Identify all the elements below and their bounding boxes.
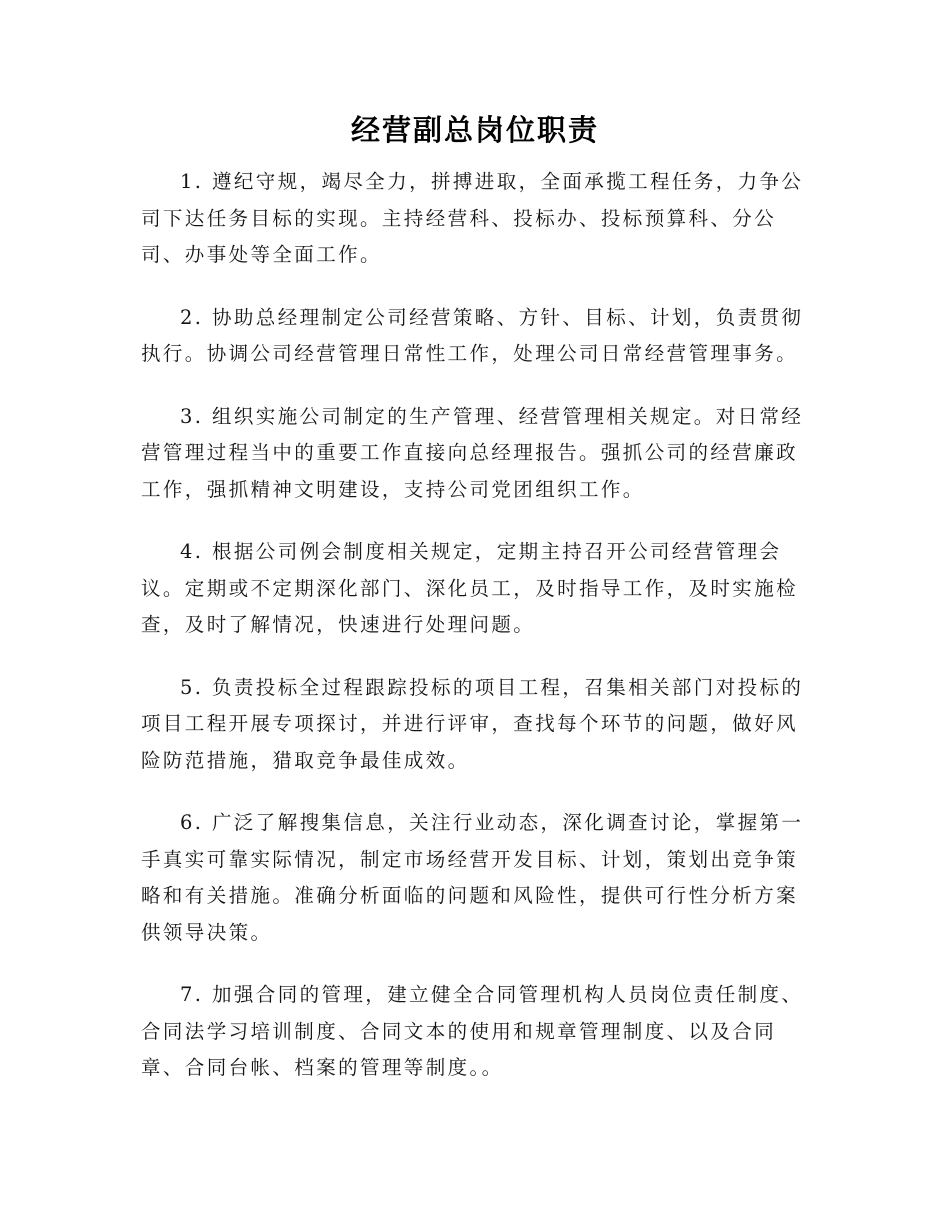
page-title: 经营副总岗位职责 — [350, 113, 599, 147]
paragraph-6: 6. 广泛了解搜集信息，关注行业动态，深化调查讨论，掌握第一手真实可靠实际情况，制定市场经营开发目标、计划，策划出竞争策略和有关措施。准确分析面临的问题和风险性，提供可行性分析方案供领导决策。 — [141, 811, 804, 944]
document-body — [141, 164, 806, 1113]
paragraph-3: 3. 组织实施公司制定的生产管理、经营管理相关规定。对日常经营管理过程当中的重要工作直接向总经理报告。强抓公司的经营廉政工作，强抓精神文明建设，支持公司党团组织工作。 — [141, 404, 804, 501]
paragraph-4: 4. 根据公司例会制度相关规定，定期主持召开公司经营管理会议。定期或不定期深化部门、深化员工，及时指导工作，及时实施检查，及时了解情况，快速进行处理问题。 — [141, 540, 799, 636]
paragraph-1: 1. 遵纪守规，竭尽全力，拼搏进取，全面承揽工程任务，力争公司下达任务目标的实现。主持经营科、投标办、投标预算科、分公司、办事处等全面工作。 — [141, 170, 804, 266]
paragraph-2: 2. 协助总经理制定公司经营策略、方针、目标、计划，负责贯彻执行。协调公司经营管理日常性工作，处理公司日常经营管理事务。 — [141, 305, 804, 365]
paragraph-7: 7. 加强合同的管理，建立健全合同管理机构人员岗位责任制度、合同法学习培训制度、合同文本的使用和规章管理制度、以及合同章、合同台帐、档案的管理等制度。。 — [141, 983, 804, 1079]
paragraph-5: 5. 负责投标全过程跟踪投标的项目工程，召集相关部门对投标的项目工程开展专项探讨，并进行评审，查找每个环节的问题，做好风险防范措施，猎取竞争最佳成效。 — [141, 675, 804, 772]
